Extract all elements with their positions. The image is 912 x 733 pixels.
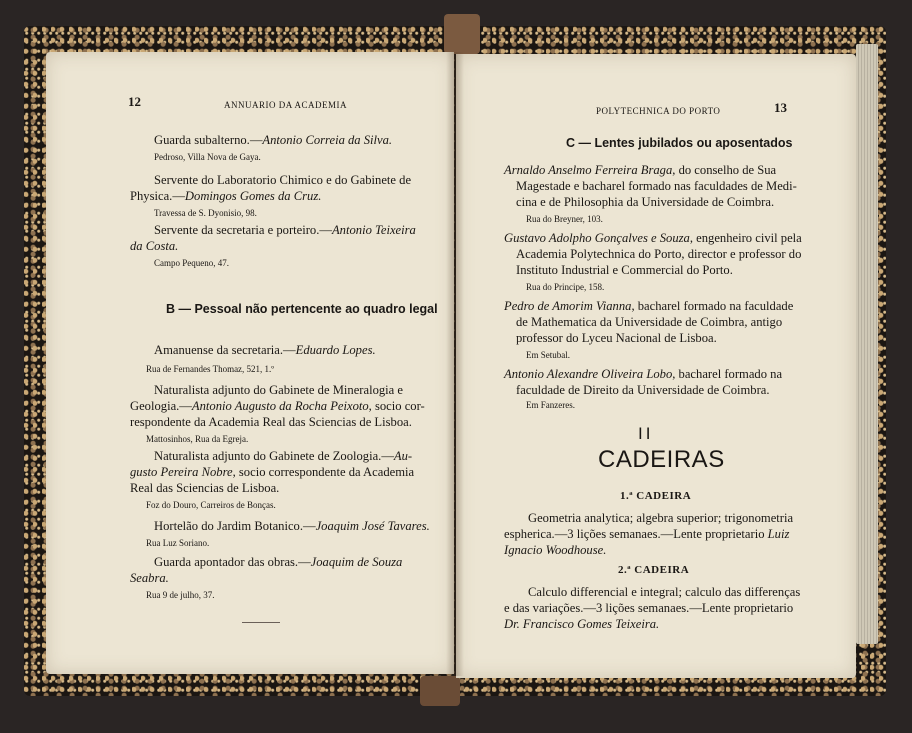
entry-address: Travessa de S. Dyonisio, 98. <box>154 208 257 218</box>
entry-line: de Mathematica da Universidade de Coimbra, antigo <box>516 315 783 329</box>
entry-address: Rua 9 de julho, 37. <box>146 590 215 600</box>
section-heading: C — Lentes jubilados ou aposentados <box>566 136 793 150</box>
end-rule <box>242 622 280 623</box>
chair-heading: 1.ª CADEIRA <box>620 490 692 502</box>
entry-address: Mattosinhos, Rua da Egreja. <box>146 434 249 444</box>
entry-address: Pedroso, Villa Nova de Gaya. <box>154 152 261 162</box>
entry-address: Foz do Douro, Carreiros de Bonças. <box>146 500 276 510</box>
entry-line: da Costa. <box>130 239 179 253</box>
entry-address: Rua do Principe, 158. <box>526 282 605 292</box>
entry-line: Naturalista adjunto do Gabinete de Zoologia.—Au- <box>154 449 413 463</box>
running-head: ANNUARIO DA ACADEMIA <box>224 100 348 110</box>
entry-line: Arnaldo Anselmo Ferreira Braga, do conselho de Sua <box>504 163 777 177</box>
entry-line: Amanuense da secretaria.—Eduardo Lopes. <box>154 343 376 357</box>
chair-heading: 2.ª CADEIRA <box>618 564 690 576</box>
entry-line: cina e de Philosophia da Universidade de Coimbra. <box>516 195 775 209</box>
book-spine-top <box>444 14 480 54</box>
book-gutter <box>446 52 464 676</box>
entry-line: Servente da secretaria e porteiro.—Antonio Teixeira <box>154 223 416 237</box>
entry-line: Naturalista adjunto do Gabinete de Mineralogia e <box>154 383 403 397</box>
page-number: 12 <box>128 94 141 109</box>
entry-address: Em Fanzeres. <box>526 400 575 410</box>
entry-line: Pedro de Amorim Vianna, bacharel formado na faculdade <box>504 299 794 313</box>
entry-line: Magestade e bacharel formado nas faculdades de Medi- <box>516 179 797 193</box>
entry-line: respondente da Academia Real das Sciencias de Lisboa. <box>130 415 412 429</box>
entry-line: Physica.—Domingos Gomes da Cruz. <box>130 189 322 203</box>
entry-line: professor do Lyceu Nacional de Lisboa. <box>516 331 717 345</box>
entry-address: Campo Pequeno, 47. <box>154 258 229 268</box>
entry-line: Ignacio Woodhouse. <box>504 543 607 557</box>
entry-line: Geologia.—Antonio Augusto da Rocha Peixoto, socio cor- <box>130 399 425 413</box>
left-page <box>46 52 454 674</box>
entry-address: Rua Luz Soriano. <box>146 538 210 548</box>
entry-line: Antonio Alexandre Oliveira Lobo, bacharel formado na <box>504 367 783 381</box>
entry-line: Geometria analytica; algebra superior; trigonometria <box>528 511 794 525</box>
entry-line: Seabra. <box>130 571 169 585</box>
entry-line: Calculo differencial e integral; calculo das differenças <box>528 585 801 599</box>
entry-line: Gustavo Adolpho Gonçalves e Souza, engenheiro civil pela <box>504 231 802 245</box>
entry-line: e das variações.—3 lições semanaes.—Lente proprietario <box>504 601 794 615</box>
entry-address: Em Setubal. <box>526 350 570 360</box>
page-number: 13 <box>774 100 787 115</box>
entry-line: Dr. Francisco Gomes Teixeira. <box>504 617 660 631</box>
entry-line: faculdade de Direito da Universidade de Coimbra. <box>516 383 770 397</box>
entry-address: Rua de Fernandes Thomaz, 521, 1.º <box>146 364 275 374</box>
entry-line: Guarda subalterno.—Antonio Correia da Silva. <box>154 133 393 147</box>
entry-line: Academia Polytechnica do Porto, director e professor do <box>516 247 802 261</box>
book-spine-bottom <box>420 676 460 706</box>
part-number: II <box>638 424 654 443</box>
entry-line: Hortelão do Jardim Botanico.—Joaquim José Tavares. <box>154 519 430 533</box>
entry-line: Instituto Industrial e Commercial do Porto. <box>516 263 733 277</box>
entry-line: Real das Sciencias de Lisboa. <box>130 481 280 495</box>
right-page <box>456 54 856 678</box>
section-heading: B — Pessoal não pertencente ao quadro legal <box>166 302 438 316</box>
entry-line: Servente do Laboratorio Chimico e do Gabinete de <box>154 173 412 187</box>
part-title: CADEIRAS <box>598 446 725 473</box>
entry-line: espherica.—3 lições semanaes.—Lente proprietario Luiz <box>504 527 790 541</box>
running-head: POLYTECHNICA DO PORTO <box>596 106 721 116</box>
entry-address: Rua do Breyner, 103. <box>526 214 603 224</box>
entry-line: Guarda apontador das obras.—Joaquim de Souza <box>154 555 403 569</box>
entry-line: gusto Pereira Nobre, socio correspondente da Academia <box>130 465 415 479</box>
page-edges <box>856 44 878 644</box>
